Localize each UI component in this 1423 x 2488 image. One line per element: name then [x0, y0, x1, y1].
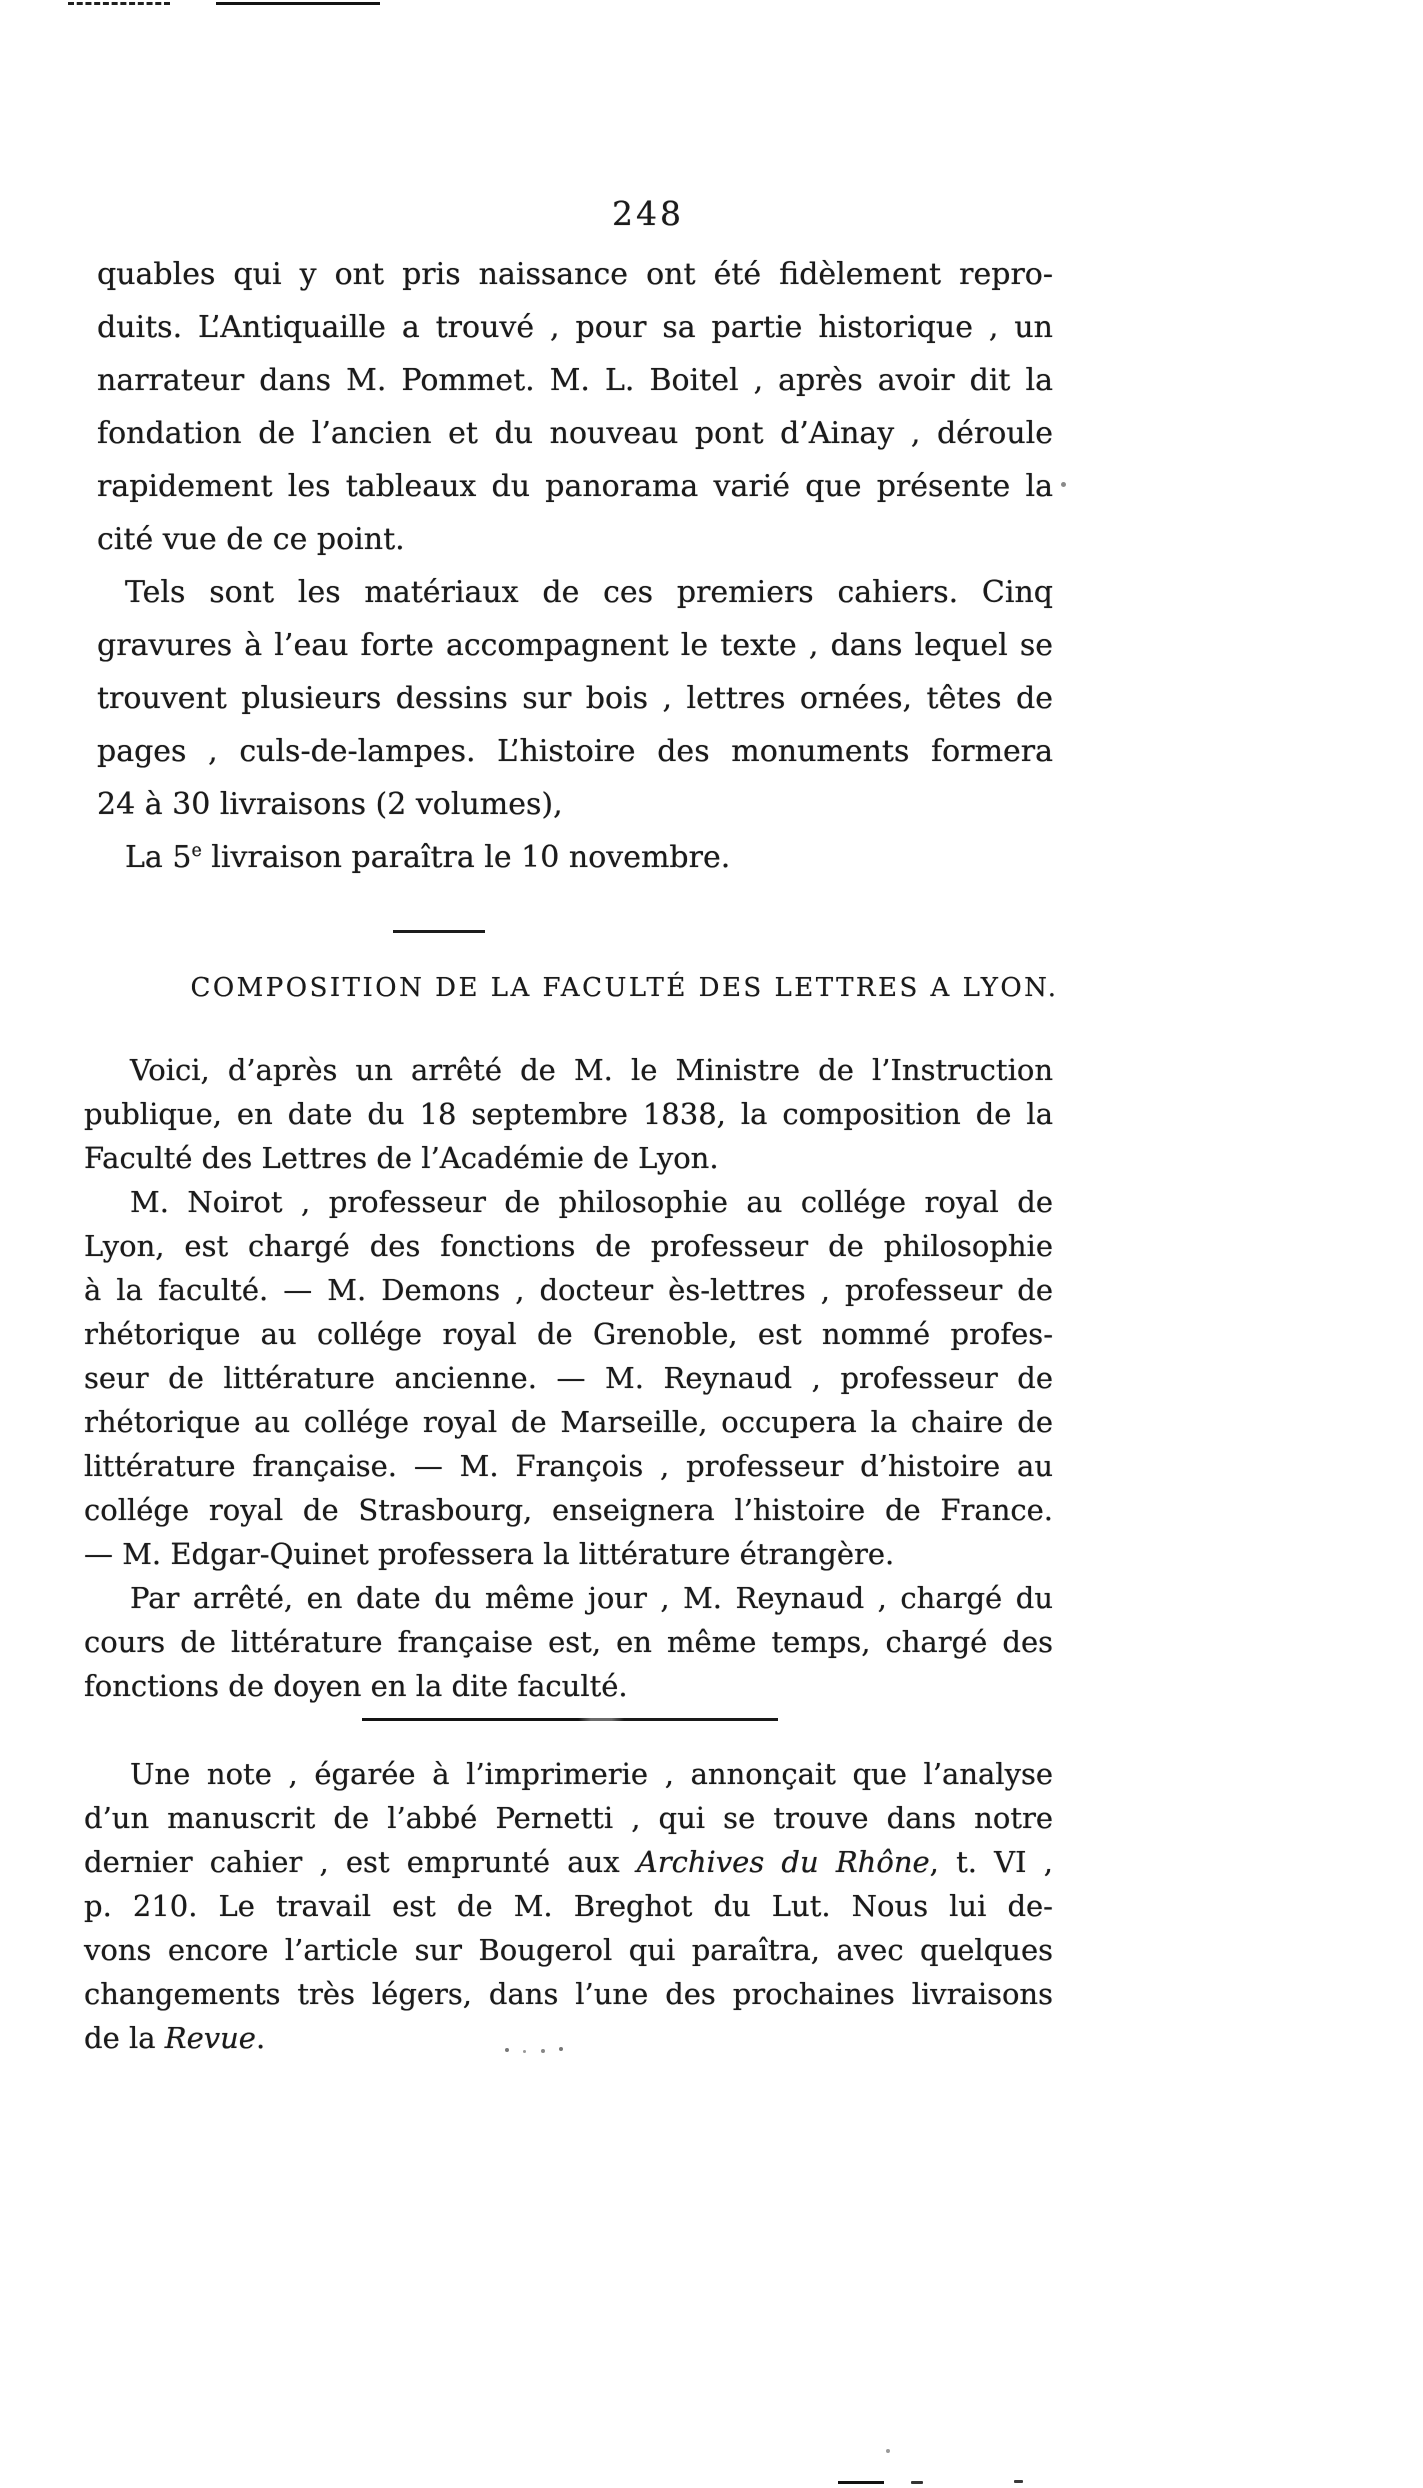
text-line: p. 210. Le travail est de M. Breghot du Lut. Nous lui de- — [84, 1889, 1053, 1923]
text-line: Tels sont les matériaux de ces premiers cahiers. Cinq — [125, 575, 1053, 610]
scan-artifact-bottom-line — [838, 2481, 884, 2484]
text-line: vons encore l’article sur Bougerol qui paraîtra, avec quelques — [84, 1933, 1053, 1967]
dot — [559, 2047, 563, 2051]
scan-speck — [1014, 2480, 1023, 2483]
dot — [523, 2050, 526, 2053]
heading-rule — [393, 930, 485, 933]
page-number: 248 — [612, 194, 684, 233]
article-text-block-1 — [97, 248, 1053, 884]
text-line: pages , culs-de-lampes. L’histoire des monuments formera — [97, 734, 1053, 769]
text-line: à la faculté. — M. Demons , docteur ès-lettres , professeur de — [84, 1273, 1053, 1307]
article-text-block-2 — [84, 1048, 1053, 1708]
scan-speck — [911, 2481, 923, 2484]
text-segment: de la — [84, 2021, 165, 2055]
scan-artifact-top-dashes — [68, 2, 170, 5]
text-segment: dernier cahier , est emprunté aux — [84, 1845, 637, 1879]
section-divider-rule — [362, 1718, 778, 1721]
scan-speck — [1061, 482, 1066, 487]
text-line: fonctions de doyen en la dite faculté. — [84, 1669, 628, 1703]
article-text-block-3 — [84, 1752, 1053, 2060]
dot — [505, 2048, 509, 2052]
italic-title: Archives du Rhône — [636, 1845, 930, 1879]
text-line: rhétorique au collége royal de Grenoble, est nommé profes- — [84, 1317, 1053, 1351]
text-line: M. Noirot , professeur de philosophie au collége royal de — [130, 1185, 1053, 1219]
text-line — [84, 1840, 1053, 1884]
text-line: trouvent plusieurs dessins sur bois , lettres ornées, têtes de — [97, 681, 1053, 716]
text-line: cours de littérature française est, en même temps, chargé des — [84, 1625, 1053, 1659]
text-line: 24 à 30 livraisons (2 volumes), — [97, 787, 563, 822]
scan-speck — [886, 2449, 890, 2453]
text-line — [97, 831, 1053, 884]
text-line: changements très légers, dans l’une des prochaines livraisons — [84, 1977, 1053, 2011]
text-line: Faculté des Lettres de l’Académie de Lyon. — [84, 1141, 719, 1175]
text-line: quables qui y ont pris naissance ont été fidèlement repro- — [97, 257, 1053, 292]
italic-title: Revue — [164, 2021, 256, 2055]
text-line: Une note , égarée à l’imprimerie , annonçait que l’analyse — [130, 1757, 1053, 1791]
text-segment: livraison paraîtra le 10 novembre. — [201, 840, 731, 875]
text-line: gravures à l’eau forte accompagnent le texte , dans lequel se — [97, 628, 1053, 663]
text-line: Par arrêté, en date du même jour , M. Reynaud , chargé du — [130, 1581, 1053, 1615]
text-line: d’un manuscrit de l’abbé Pernetti , qui se trouve dans notre — [84, 1801, 1053, 1835]
text-segment: . — [255, 2021, 266, 2055]
text-line: duits. L’Antiquaille a trouvé , pour sa partie historique , un — [97, 310, 1053, 345]
scan-artifact-dots — [505, 2040, 575, 2056]
section-heading: COMPOSITION DE LA FACULTÉ DES LETTRES A LYON. — [190, 973, 1059, 1003]
text-line: publique, en date du 18 septembre 1838, la composition de la — [84, 1097, 1053, 1131]
dot — [541, 2049, 545, 2053]
text-line: cité vue de ce point. — [97, 522, 405, 557]
text-line: rapidement les tableaux du panorama varié que présente la — [97, 469, 1053, 504]
text-line: Lyon, est chargé des fonctions de professeur de philosophie — [84, 1229, 1053, 1263]
text-line: fondation de l’ancien et du nouveau pont d’Ainay , déroule — [97, 416, 1053, 451]
text-line: narrateur dans M. Pommet. M. L. Boitel , après avoir dit la — [97, 363, 1053, 398]
text-line: rhétorique au collége royal de Marseille, occupera la chaire de — [84, 1405, 1053, 1439]
superscript-ordinal: e — [191, 841, 202, 861]
scan-artifact-top-line — [216, 2, 380, 5]
text-line: collége royal de Strasbourg, enseignera l’histoire de France. — [84, 1493, 1053, 1527]
text-segment: La 5 — [125, 840, 192, 875]
text-line: Voici, d’après un arrêté de M. le Ministre de l’Instruction — [130, 1053, 1053, 1087]
text-segment: , t. VI , — [929, 1845, 1053, 1879]
text-line: seur de littérature ancienne. — M. Reynaud , professeur de — [84, 1361, 1053, 1395]
text-line: — M. Edgar-Quinet professera la littérature étrangère. — [84, 1537, 895, 1571]
text-line: littérature française. — M. François , professeur d’histoire au — [84, 1449, 1053, 1483]
